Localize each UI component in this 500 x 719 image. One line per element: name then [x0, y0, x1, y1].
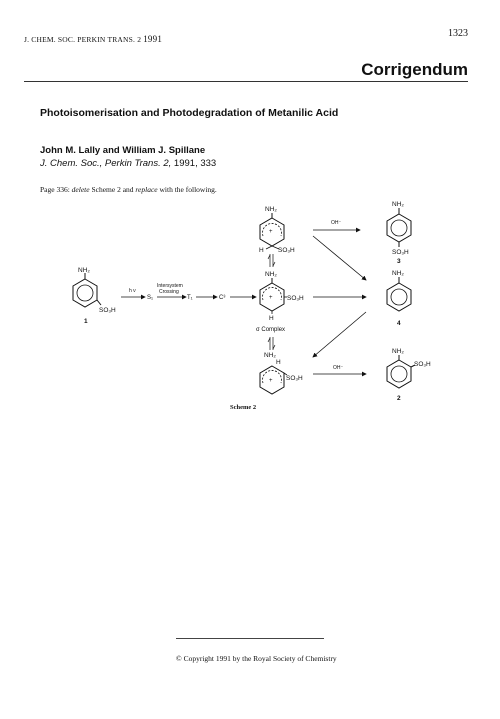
- compound-3: [387, 201, 411, 265]
- footer-rule: [176, 638, 324, 639]
- compound-3-label: 3: [397, 258, 401, 265]
- compound-3-nh2: NH₂: [392, 201, 404, 208]
- article-title: Photoisomerisation and Photodegradation of Metanilic Acid: [40, 107, 339, 119]
- copyright-footer: © Copyright 1991 by the Royal Society of Chemistry: [176, 654, 337, 663]
- citation-rest: 1991, 333: [171, 158, 217, 169]
- svg-text:+: +: [269, 295, 273, 301]
- compound-2-so3h: SO₃H: [414, 361, 431, 368]
- label-s1: S₁: [147, 295, 154, 301]
- compound-4-nh2: NH₂: [392, 270, 404, 277]
- svg-text:H: H: [276, 359, 281, 366]
- meta-so3h: SO₃H: [287, 295, 304, 302]
- compound-2: [387, 348, 431, 402]
- compound-4: [387, 270, 411, 327]
- journal-name: J. CHEM. SOC. PERKIN TRANS. 2: [24, 35, 142, 44]
- para-nh2: NH₂: [265, 206, 277, 213]
- para-so3h: SO₃H: [278, 247, 295, 254]
- note-prefix: Page 336:: [40, 185, 72, 194]
- label-t1: T₁: [187, 295, 193, 301]
- label-oh-bottom: OH⁻: [333, 365, 344, 371]
- compound-1-label: 1: [84, 318, 88, 325]
- authors: John M. Lally and William J. Spillane: [40, 145, 206, 156]
- label-oh-top: OH⁻: [331, 220, 342, 226]
- svg-text:H: H: [269, 315, 274, 322]
- ortho-so3h: SO₃H: [286, 375, 303, 382]
- compound-2-nh2: NH₂: [392, 348, 404, 355]
- compound-4-label: 4: [397, 320, 401, 327]
- compound-2-label: 2: [397, 395, 401, 402]
- scheme-caption: Scheme 2: [230, 404, 257, 411]
- citation-journal: J. Chem. Soc., Perkin Trans. 2,: [40, 158, 172, 169]
- label-isc-2: Crossing: [159, 289, 179, 295]
- label-isc-1: Intersystem: [157, 283, 183, 289]
- sigma-complex-para: [259, 206, 295, 254]
- arrow-para-to-4: [313, 236, 366, 280]
- sigma-complex-label: σ Complex: [256, 327, 286, 333]
- note-middle: Scheme 2 and: [89, 185, 136, 194]
- svg-text:H: H: [259, 247, 264, 254]
- compound-1: [73, 267, 116, 325]
- journal-year: 1991: [143, 34, 163, 44]
- compound-1-so3h: SO₃H: [99, 307, 116, 314]
- meta-nh2: NH₂: [265, 271, 277, 278]
- sigma-complex-meta: [256, 271, 304, 333]
- arrow-4-to-ortho: [313, 312, 366, 357]
- label-c3: C³: [219, 295, 226, 301]
- page-number: 1323: [448, 28, 468, 39]
- section-title: Corrigendum: [361, 60, 468, 79]
- ortho-nh2: NH₂: [264, 352, 276, 359]
- svg-text:+: +: [269, 378, 273, 384]
- note-suffix: with the following.: [157, 185, 217, 194]
- note-delete: delete: [71, 185, 90, 194]
- note-replace: replace: [135, 185, 158, 194]
- compound-1-nh2: NH₂: [78, 267, 90, 274]
- sigma-complex-ortho: [260, 352, 303, 394]
- compound-3-so3h: SO₃H: [392, 249, 409, 256]
- label-hv: h ν: [129, 288, 136, 294]
- svg-text:+: +: [269, 229, 273, 235]
